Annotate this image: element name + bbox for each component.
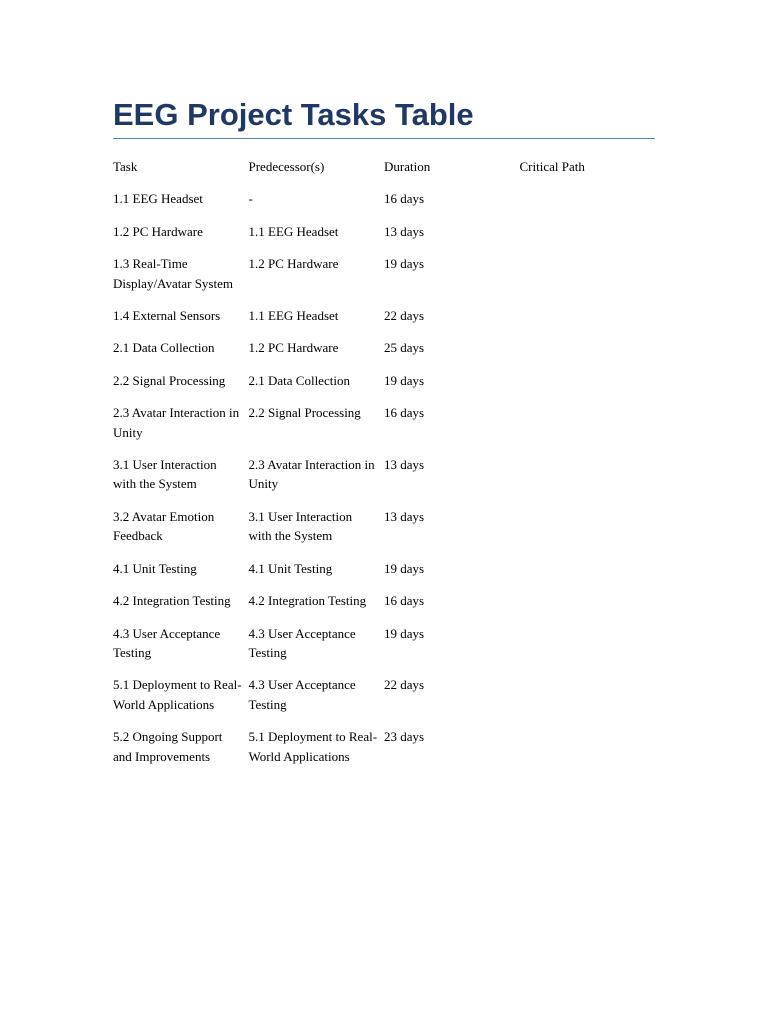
table-row — [113, 559, 655, 591]
cell-predecessors: 4.3 User Acceptance Testing — [248, 677, 356, 712]
cell-task: 5.2 Ongoing Support and Improvements — [113, 729, 223, 764]
cell-task: 4.3 User Acceptance Testing — [113, 625, 221, 660]
cell-predecessors: 3.1 User Interaction with the System — [248, 508, 353, 544]
table-row — [113, 222, 655, 254]
cell-critical-path — [520, 403, 656, 455]
cell-critical-path — [520, 624, 656, 676]
cell-critical-path — [520, 306, 656, 338]
cell-duration: 16 days — [384, 405, 425, 421]
document-page — [113, 96, 655, 779]
cell-critical-path — [520, 507, 656, 559]
cell-predecessors: 1.2 PC Hardware — [248, 340, 339, 356]
cell-critical-path — [520, 254, 656, 306]
cell-critical-path — [520, 189, 656, 221]
cell-predecessors: 4.2 Integration Testing — [248, 593, 367, 609]
cell-duration: 19 days — [384, 372, 425, 388]
cell-task: 2.1 Data Collection — [113, 340, 215, 356]
cell-task: 1.3 Real-Time Display/Avatar System — [113, 256, 233, 291]
table-row — [113, 254, 655, 306]
header-duration: Duration — [384, 159, 431, 174]
table-row — [113, 338, 655, 370]
cell-duration: 22 days — [384, 677, 425, 693]
cell-critical-path — [520, 338, 656, 370]
table-body — [113, 189, 655, 779]
cell-predecessors: 1.1 EEG Headset — [248, 308, 339, 324]
cell-duration: 13 days — [384, 223, 425, 239]
cell-duration: 19 days — [384, 560, 425, 576]
table-header — [113, 157, 655, 189]
cell-task: 1.1 EEG Headset — [113, 191, 203, 207]
table-row — [113, 306, 655, 338]
cell-predecessors: 1.2 PC Hardware — [248, 256, 339, 272]
cell-predecessors: 2.1 Data Collection — [248, 372, 350, 388]
cell-predecessors: 4.3 User Acceptance Testing — [248, 625, 356, 660]
cell-task: 4.2 Integration Testing — [113, 593, 231, 609]
tasks-table — [113, 157, 655, 779]
cell-duration: 22 days — [384, 308, 425, 324]
document-title: EEG Project Tasks Table — [113, 97, 474, 132]
cell-critical-path — [520, 675, 656, 727]
title-underline — [113, 138, 655, 139]
cell-duration: 25 days — [384, 340, 425, 356]
table-row — [113, 189, 655, 221]
table-row — [113, 455, 655, 507]
table-row — [113, 507, 655, 559]
table-row — [113, 403, 655, 455]
cell-task: 3.2 Avatar Emotion Feedback — [113, 508, 215, 544]
cell-critical-path — [520, 727, 656, 779]
cell-task: 5.1 Deployment to Real-World Applications — [113, 677, 242, 712]
cell-critical-path — [520, 222, 656, 254]
cell-duration: 16 days — [384, 191, 425, 207]
cell-critical-path — [520, 371, 656, 403]
header-task: Task — [113, 159, 138, 174]
cell-duration: 19 days — [384, 256, 425, 272]
cell-duration: 19 days — [384, 625, 425, 641]
header-row — [113, 157, 655, 189]
cell-duration: 16 days — [384, 593, 425, 609]
table-row — [113, 591, 655, 623]
cell-predecessors: 1.1 EEG Headset — [248, 223, 339, 239]
cell-predecessors: 2.2 Signal Processing — [248, 405, 361, 421]
header-predecessors: Predecessor(s) — [248, 159, 325, 174]
cell-predecessors: - — [248, 191, 253, 207]
cell-predecessors: 2.3 Avatar Interaction in Unity — [248, 457, 375, 492]
cell-task: 2.3 Avatar Interaction in Unity — [113, 405, 240, 440]
cell-task: 4.1 Unit Testing — [113, 560, 197, 576]
cell-task: 3.1 User Interaction with the System — [113, 457, 217, 492]
table-row — [113, 371, 655, 403]
table-row — [113, 624, 655, 676]
cell-critical-path — [520, 559, 656, 591]
cell-task: 2.2 Signal Processing — [113, 372, 226, 388]
table-row — [113, 675, 655, 727]
cell-task: 1.4 External Sensors — [113, 308, 221, 324]
table-row — [113, 727, 655, 779]
cell-predecessors: 4.1 Unit Testing — [248, 560, 333, 576]
cell-duration: 13 days — [384, 457, 425, 473]
cell-predecessors: 5.1 Deployment to Real-World Applications — [248, 729, 378, 764]
cell-duration: 23 days — [384, 729, 425, 745]
cell-duration: 13 days — [384, 508, 425, 524]
cell-critical-path — [520, 455, 656, 507]
cell-task: 1.2 PC Hardware — [113, 223, 203, 239]
cell-critical-path — [520, 591, 656, 623]
header-critical-path: Critical Path — [519, 159, 585, 174]
